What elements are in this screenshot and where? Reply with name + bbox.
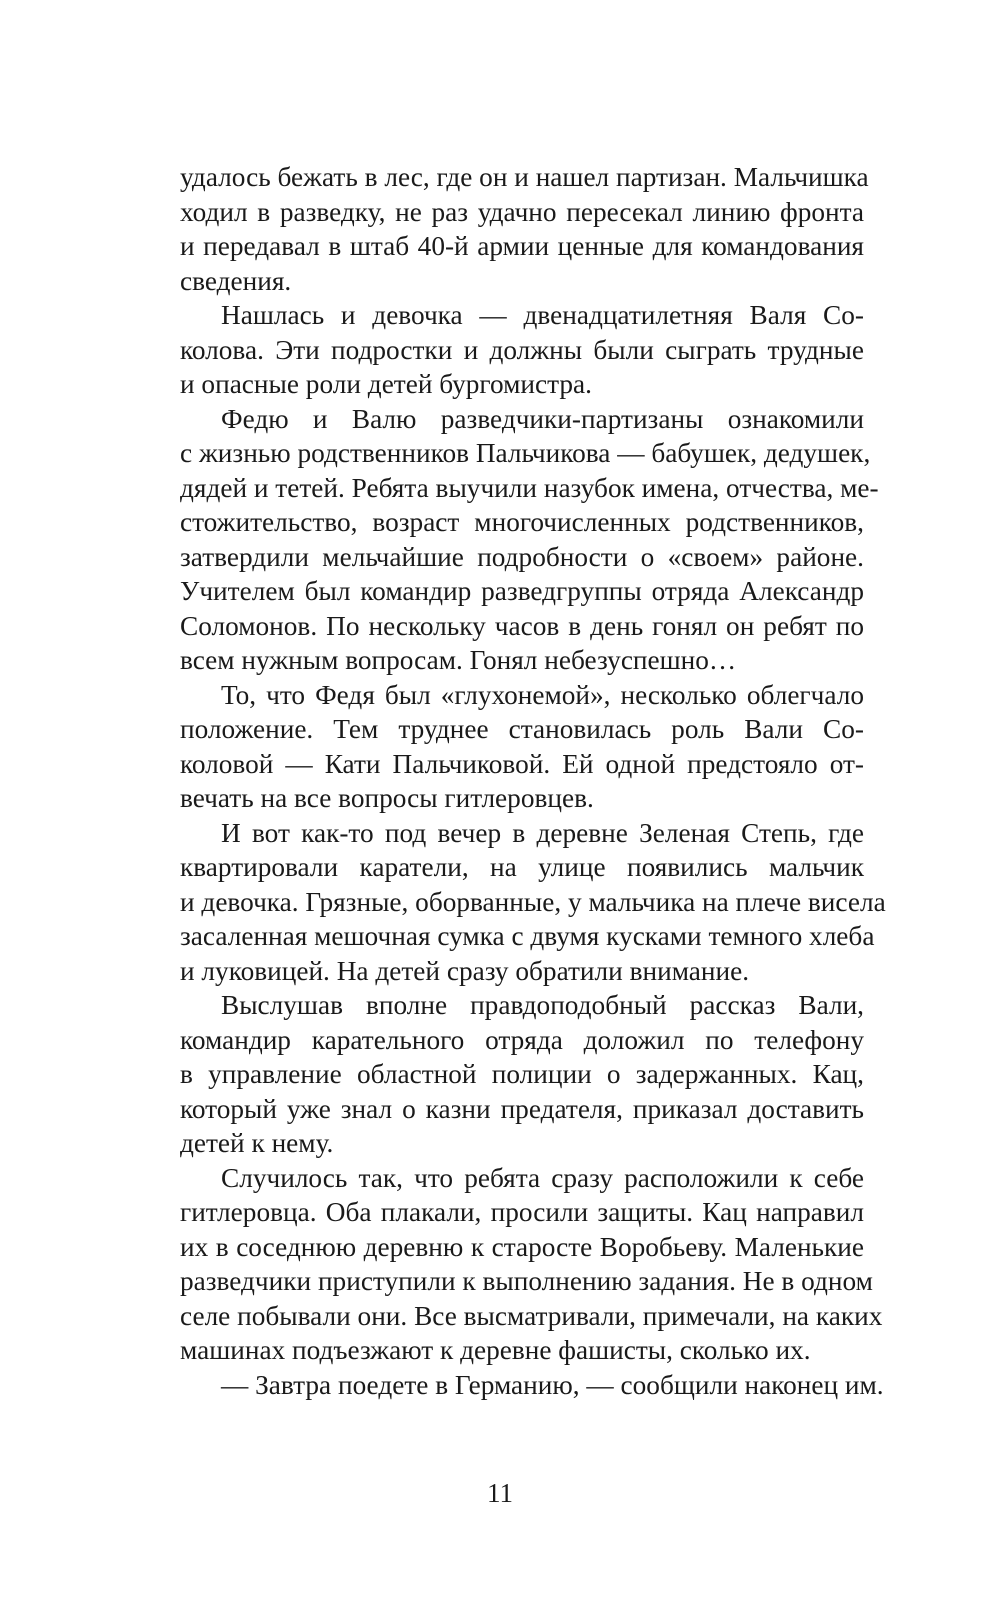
text-line: разведчики приступили к выполнению задания. Не в одном <box>180 1266 873 1296</box>
text-line: и опасные роли детей бургомистра. <box>180 369 592 399</box>
text-line: квартировали каратели, на улице появились мальчик <box>180 852 864 882</box>
text-line: положение. Тем труднее становилась роль Вали Со- <box>180 714 864 744</box>
text-line: сведения. <box>180 265 292 296</box>
text-line: и девочка. Грязные, оборванные, у мальчика на плече висела <box>180 886 886 917</box>
text-line: и передавал в штаб 40-й армии ценные для командования <box>180 231 864 261</box>
text-line: затвердили мельчайшие подробности о «своем» районе. <box>180 541 864 572</box>
text-line: Нашлась и девочка — двенадцатилетняя Валя Со- <box>221 300 864 330</box>
text-line: и луковицей. На детей сразу обратили внимание. <box>180 955 750 986</box>
text-line: удалось бежать в лес, где он и нашел партизан. Мальчишка <box>180 162 869 192</box>
text-line: Выслушав вполне правдоподобный рассказ Вали, <box>221 990 864 1020</box>
text-line: в управление областной полиции о задержанных. Кац, <box>180 1059 864 1089</box>
text-line: вечать на все вопросы гитлеровцев. <box>180 783 594 813</box>
text-line: их в соседнюю деревню к старосте Воробьеву. Маленькие <box>180 1231 864 1262</box>
text-line: дядей и тетей. Ребята выучили назубок имена, отчества, ме- <box>180 472 879 503</box>
text-line: с жизнью родственников Пальчикова — бабушек, дедушек, <box>180 438 871 468</box>
page-number: 11 <box>487 1478 513 1508</box>
text-line: Случилось так, что ребята сразу расположили к себе <box>221 1162 864 1193</box>
text-line: который уже знал о казни предателя, приказал доставить <box>180 1093 864 1124</box>
text-line: коловой — Кати Пальчиковой. Ей одной предстояло от- <box>180 748 864 779</box>
text-line: Соломонов. По нескольку часов в день гонял он ребят по <box>180 610 864 641</box>
text-line: всем нужным вопросам. Гонял небезуспешно… <box>180 645 737 675</box>
text-line: стожительство, возраст многочисленных родственников, <box>180 507 864 537</box>
text-line: засаленная мешочная сумка с двумя кусками темного хлеба <box>180 921 875 951</box>
text-line: То, что Федя был «глухонемой», несколько облегчало <box>221 679 864 710</box>
body-text <box>180 160 886 1402</box>
text-line: машинах подъезжают к деревне фашисты, сколько их. <box>180 1335 811 1365</box>
text-line: И вот как-то под вечер в деревне Зеленая Степь, где <box>221 817 864 848</box>
text-line: гитлеровца. Оба плакали, просили защиты. Кац направил <box>180 1197 864 1227</box>
text-line: селе побывали они. Все высматривали, примечали, на каких <box>180 1300 883 1331</box>
text-line: Федю и Валю разведчики-партизаны ознакомили <box>221 403 864 434</box>
text-line: командир карательного отряда доложил по телефону <box>180 1024 864 1055</box>
text-line: Учителем был командир разведгруппы отряда Александр <box>180 576 864 606</box>
text-line: — Завтра поедете в Германию, — сообщили наконец им. <box>221 1369 884 1400</box>
text-line: ходил в разведку, не раз удачно пересекал линию фронта <box>180 196 864 227</box>
text-line: детей к нему. <box>180 1128 334 1158</box>
text-line: колова. Эти подростки и должны были сыграть трудные <box>180 334 864 365</box>
